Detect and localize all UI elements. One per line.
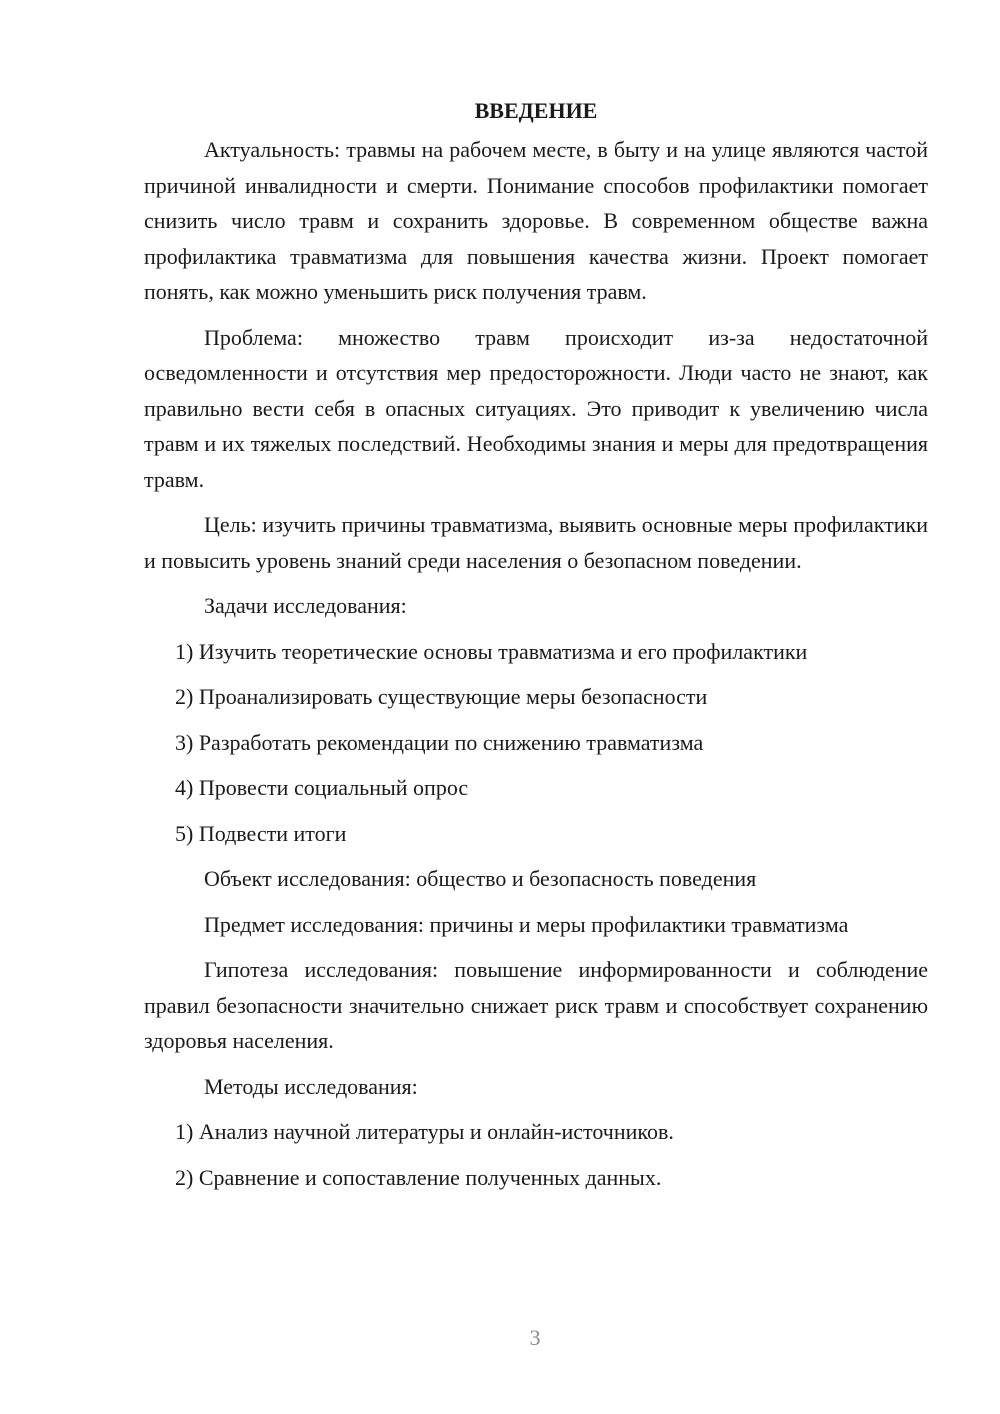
page-number: 3: [529, 1325, 541, 1350]
list-item: 1) Анализ научной литературы и онлайн-источников.: [175, 1119, 674, 1144]
tasks-list: [144, 634, 928, 852]
methods-heading: Методы исследования:: [204, 1073, 418, 1099]
subject-paragraph: Предмет исследования: причины и меры профилактики травматизма: [204, 911, 849, 937]
list-item: 2) Проанализировать существующие меры безопасности: [175, 684, 708, 709]
goal-paragraph: Цель: изучить причины травматизма, выявить основные меры профилактики и повысить уровень знаний среди населения о безопасном поведении.: [144, 512, 928, 573]
list-item: 3) Разработать рекомендации по снижению травматизма: [175, 729, 704, 755]
problem-paragraph: Проблема: множество травм происходит из-за недостаточной осведомленности и отсутствия мер предосторожности. Люди часто не знают, как правильно вести себя в опасных ситуациях. Это приводит к увеличению числа травм и их тяжелых последствий. Необходимы знания и меры для предотвращения травм.: [144, 324, 928, 492]
object-paragraph: Объект исследования: общество и безопасность поведения: [204, 866, 757, 891]
list-item: 1) Изучить теоретические основы травматизма и его профилактики: [175, 638, 808, 664]
relevance-paragraph: Актуальность: травмы на рабочем месте, в быту и на улице являются частой причиной инвалидности и смерти. Понимание способов профилактики помогает снизить число травм и сохранить здоровье. В современном обществе важна профилактика травматизма для повышения качества жизни. Проект помогает понять, как можно уменьшить риск получения травм.: [144, 137, 928, 304]
methods-list: [144, 1114, 928, 1195]
list-item: 5) Подвести итоги: [175, 820, 347, 846]
document-title: ВВЕДЕНИЕ: [474, 98, 598, 123]
document-page: [144, 94, 928, 1205]
list-item: 2) Сравнение и сопоставление полученных данных.: [175, 1164, 662, 1190]
tasks-heading: Задачи исследования:: [204, 593, 407, 618]
list-item: 4) Провести социальный опрос: [175, 775, 469, 800]
hypothesis-paragraph: Гипотеза исследования: повышение информированности и соблюдение правил безопасности значительно снижает риск травм и способствует сохранению здоровья населения.: [144, 957, 928, 1053]
